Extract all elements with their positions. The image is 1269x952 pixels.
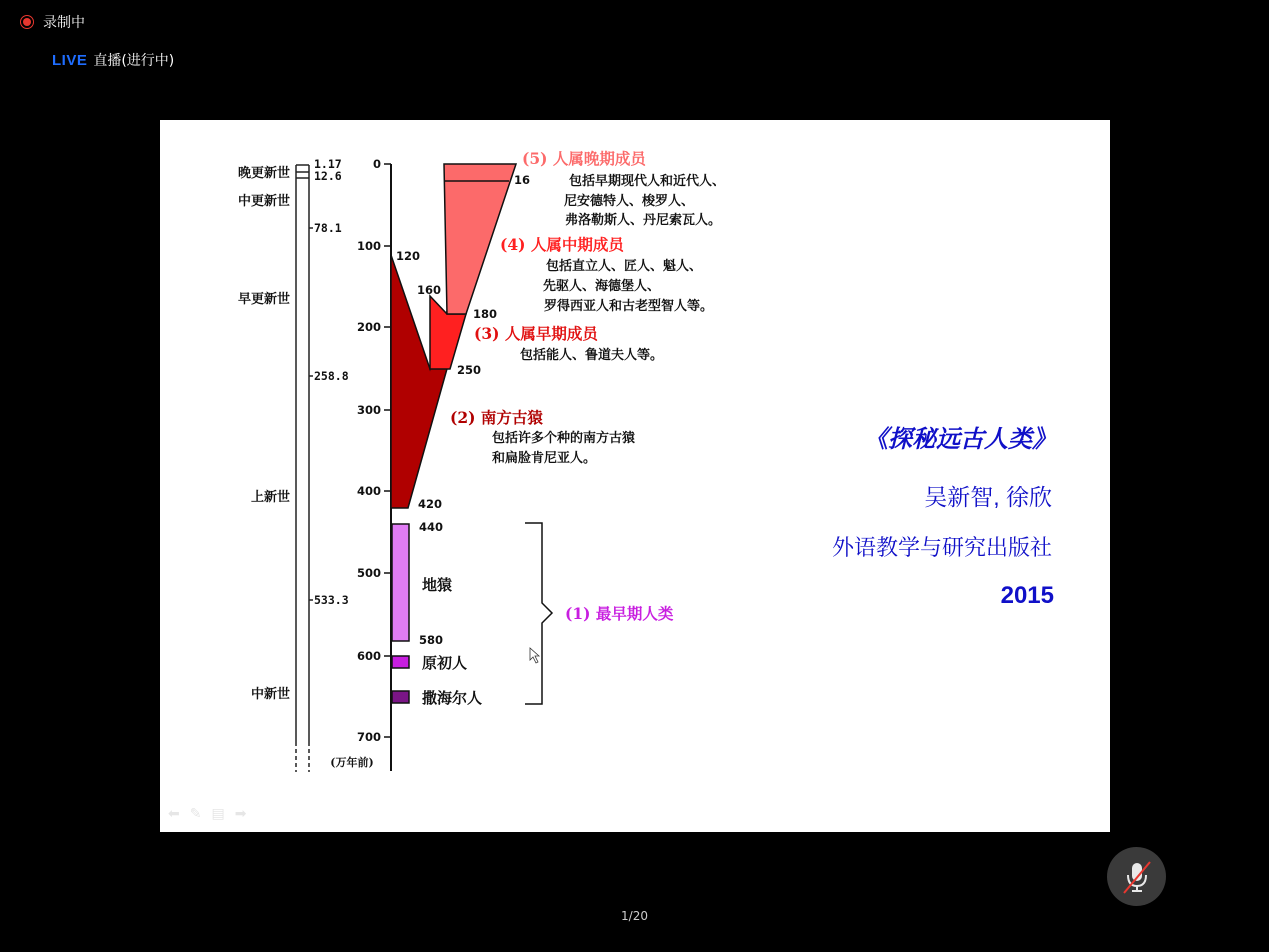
group-5-line-1: 包括早期现代人和近代人、: [569, 174, 726, 189]
group-3-line-1: 包括能人、鲁道夫人等。: [520, 348, 664, 363]
menu-icon[interactable]: ▤: [211, 806, 225, 822]
sahelanthropus-bar: [392, 691, 409, 703]
recording-indicator: [20, 12, 85, 32]
recording-label: 录制中: [43, 15, 85, 31]
group-4-line-2: 先驱人、海德堡人、: [543, 279, 661, 294]
group-4-title: (4) 人属中期成员: [500, 235, 624, 254]
mic-button[interactable]: [1107, 847, 1166, 906]
bound-1-17: 1.17: [314, 157, 342, 171]
marker-160: 160: [417, 283, 442, 297]
group-4-line-3: 罗得西亚人和古老型智人等。: [544, 299, 714, 314]
bound-78-1: 78.1: [314, 221, 342, 235]
group-5-title: (5) 人属晚期成员: [522, 149, 646, 168]
tick-200: 200: [356, 320, 381, 334]
slide-controls: [168, 806, 246, 822]
orrorin-bar: [392, 656, 409, 668]
group-2-title: (2) 南方古猿: [450, 408, 543, 427]
mic-muted-icon: [1122, 860, 1152, 894]
epoch-miocene: 中新世: [250, 687, 290, 702]
group-1-title: (1) 最早期人类: [565, 604, 674, 623]
group-2-line-2: 和扁脸肯尼亚人。: [492, 451, 597, 466]
axis-unit: (万年前): [330, 756, 374, 769]
slide-canvas: [160, 120, 1110, 832]
tick-100: 100: [356, 239, 381, 253]
group-4-line-1: 包括直立人、匠人、魁人、: [546, 259, 703, 274]
group-2-line-1: 包括许多个种的南方古猿: [492, 431, 636, 446]
pen-icon[interactable]: ✎: [189, 806, 202, 822]
bound-533-3: 533.3: [314, 593, 349, 607]
arrow-left-icon[interactable]: ⬅: [168, 806, 180, 822]
group-5-line-2: 尼安德特人、梭罗人、: [564, 194, 695, 209]
book-authors: 吴新智, 徐欣: [924, 484, 1052, 510]
marker-580: 580: [419, 633, 444, 647]
marker-120: 120: [396, 249, 421, 263]
marker-180: 180: [473, 307, 498, 321]
tick-500: 500: [356, 566, 381, 580]
mouse-cursor-icon: [530, 648, 539, 663]
epoch-early-pleistocene: 早更新世: [237, 292, 290, 307]
live-badge: LIVE: [52, 51, 88, 69]
live-status-text: 直播(进行中): [93, 53, 175, 69]
tick-700: 700: [356, 730, 381, 744]
epoch-pliocene: 上新世: [250, 490, 290, 505]
arrow-right-icon[interactable]: ➡: [234, 806, 247, 822]
record-dot-icon: [20, 15, 34, 29]
epoch-middle-pleistocene: 中更新世: [237, 194, 290, 209]
tick-600: 600: [356, 649, 381, 663]
book-title: 《探秘远古人类》: [864, 424, 1056, 453]
live-status: [52, 50, 174, 70]
epoch-late-pleistocene: 晚更新世: [237, 166, 290, 181]
tick-300: 300: [356, 403, 381, 417]
bound-258-8: 258.8: [314, 369, 349, 383]
sahelanthropus-label: 撒海尔人: [422, 689, 483, 707]
tick-400: 400: [356, 484, 381, 498]
page-indicator: 1/20: [621, 909, 648, 923]
marker-440: 440: [419, 520, 444, 534]
orrorin-label: 原初人: [422, 654, 468, 672]
group-3-title: (3) 人属早期成员: [474, 324, 598, 343]
timeline-diagram: [160, 120, 1110, 832]
marker-250: 250: [457, 363, 482, 377]
bound-12-6: 12.6: [314, 169, 342, 183]
ardipithecus-bar: [392, 524, 409, 641]
group-5-line-3: 弗洛勒斯人、丹尼索瓦人。: [565, 213, 722, 228]
earliest-bracket: [525, 523, 552, 704]
ardipithecus-label: 地猿: [422, 576, 453, 594]
tick-0: 0: [372, 157, 381, 171]
marker-420: 420: [418, 497, 443, 511]
book-year: 2015: [1000, 582, 1054, 609]
book-publisher: 外语教学与研究出版社: [831, 535, 1052, 560]
marker-16: 16: [514, 173, 531, 187]
